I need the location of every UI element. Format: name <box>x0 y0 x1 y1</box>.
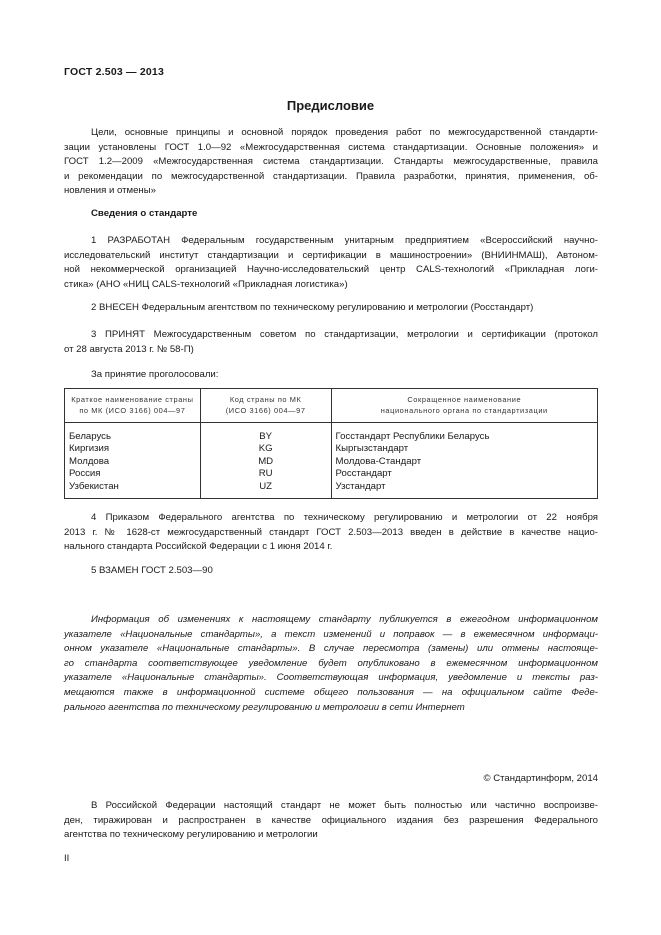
intro-paragraph <box>64 126 598 199</box>
intro-line: зации установлены ГОСТ 1.0—92 «Межгосударственная система стандартизации. Основные положения» и <box>64 141 598 153</box>
item-5-line: 5 ВЗАМЕН ГОСТ 2.503—90 <box>91 565 213 576</box>
item-5-paragraph <box>64 564 598 579</box>
item-1-line: исследовательский институт стандартизации и сертификации в машиностроении» (ВНИИНМАШ), Автоном- <box>64 249 598 261</box>
item-2-paragraph <box>64 301 598 316</box>
restriction-paragraph <box>64 799 598 843</box>
item-3-line: 3 ПРИНЯТ Межгосударственным советом по стандартизации, метрологии и сертификации (протокол <box>91 329 598 340</box>
intro-line: новления и отмены» <box>64 185 156 197</box>
item-1-paragraph <box>64 234 598 292</box>
column-header-body <box>331 389 597 423</box>
country-cell: Молдова <box>65 456 201 468</box>
code-cell: UZ <box>200 481 331 499</box>
page-number: II <box>64 853 70 864</box>
table-spacer <box>65 423 598 432</box>
notice-line: онном указателе «Национальные стандарты». В случае пересмотра (замены) или отмены настояще- <box>64 643 598 655</box>
item-1-line: стика» (АНО «НИЦ CALS-технологий «Прикладная логистика») <box>64 278 348 290</box>
body-cell: Росстандарт <box>331 468 597 480</box>
amendment-notice <box>64 613 598 715</box>
restriction-line: агентства по техническому регулированию и метрологии <box>64 829 318 841</box>
item-3-line: от 28 августа 2013 г. № 58-П) <box>64 343 194 355</box>
country-cell: Россия <box>65 468 201 480</box>
notice-line: Информация об изменениях к настоящему стандарту публикуется в ежегодном информационном <box>91 614 598 625</box>
body-cell: Молдова-Стандарт <box>331 456 597 468</box>
vote-intro-text: За принятие проголосовали: <box>91 369 219 380</box>
item-4-line: нального стандарта Российской Федерации с 1 июня 2014 г. <box>64 541 333 553</box>
country-cell: Узбекистан <box>65 481 201 499</box>
info-heading: Сведения о стандарте <box>91 208 198 219</box>
header-line: Сокращенное наименование <box>407 395 522 404</box>
page-title: Предисловие <box>286 98 375 113</box>
header-line: национального органа по стандартизации <box>380 405 548 415</box>
vote-intro <box>64 368 598 383</box>
body-cell: Кыргызстандарт <box>331 443 597 455</box>
header-line: (ИСО 3166) 004—97 <box>225 405 306 415</box>
intro-line: Цели, основные принципы и основной порядок проведения работ по межгосударственной стандарти- <box>91 127 598 138</box>
code-cell: BY <box>200 431 331 443</box>
notice-line: мещаются также в информационной системе общего пользования — на официальном сайте Феде- <box>64 686 598 698</box>
item-2-line: 2 ВНЕСЕН Федеральным агентством по техническому регулированию и метрологии (Росстандарт) <box>91 302 534 313</box>
body-cell: Узстандарт <box>331 481 597 499</box>
notice-line: го стандарта соответствующее уведомление будет опубликовано в ежемесячном информационном <box>64 657 598 669</box>
restriction-line: ден, тиражирован и распространен в качестве официального издания без разрешения Федерального <box>64 814 598 826</box>
column-header-code <box>200 389 331 423</box>
table-row <box>65 456 598 468</box>
code-cell: MD <box>200 456 331 468</box>
code-cell: RU <box>200 468 331 480</box>
item-4-line: 4 Приказом Федерального агентства по техническому регулированию и метрологии от 22 ноября <box>91 512 598 523</box>
item-1-line: 1 РАЗРАБОТАН Федеральным государственным унитарным предприятием «Всероссийский научно- <box>91 235 598 246</box>
header-line: по МК (ИСО 3166) 004—97 <box>79 405 186 415</box>
vote-table <box>64 388 598 499</box>
country-cell: Киргизия <box>65 443 201 455</box>
header-line: Краткое наименование страны <box>71 395 194 404</box>
item-4-line: 2013 г. № 1628-ст межгосударственный стандарт ГОСТ 2.503—2013 введен в действие в качестве нацио- <box>64 526 598 538</box>
copyright-notice: © Стандартинформ, 2014 <box>483 773 598 784</box>
item-4-paragraph <box>64 511 598 555</box>
body-cell: Госстандарт Республики Беларусь <box>331 431 597 443</box>
item-1-line: ной некоммерческой организацией Научно-исследовательский центр CALS-технологий «Прикладная логи- <box>64 264 598 276</box>
vote-table-header-row <box>65 389 598 423</box>
header-line: Код страны по МК <box>229 395 302 404</box>
table-row <box>65 481 598 499</box>
item-3-paragraph <box>64 328 598 357</box>
standard-code-header: ГОСТ 2.503 — 2013 <box>64 66 165 78</box>
intro-line: ГОСТ 1.2—2009 «Межгосударственная система стандартизации. Стандарты межгосударственные, правила <box>64 156 598 168</box>
notice-line: указателе «Национальные стандарты», а текст изменений и поправок — в ежемесячном информаци- <box>64 628 598 640</box>
table-row <box>65 431 598 443</box>
code-cell: KG <box>200 443 331 455</box>
notice-line: рального агентства по техническому регулированию и метрологии в сети Интернет <box>64 701 465 713</box>
table-row <box>65 468 598 480</box>
country-cell: Беларусь <box>65 431 201 443</box>
table-row <box>65 443 598 455</box>
column-header-country <box>65 389 201 423</box>
restriction-line: В Российской Федерации настоящий стандарт не может быть полностью или частично воспроизве- <box>91 800 598 811</box>
intro-line: и рекомендации по межгосударственной стандартизации. Правила разработки, принятия, применения, об- <box>64 170 598 182</box>
notice-line: указателе «Национальные стандарты». Соответствующая информация, уведомление и тексты раз- <box>64 672 598 684</box>
